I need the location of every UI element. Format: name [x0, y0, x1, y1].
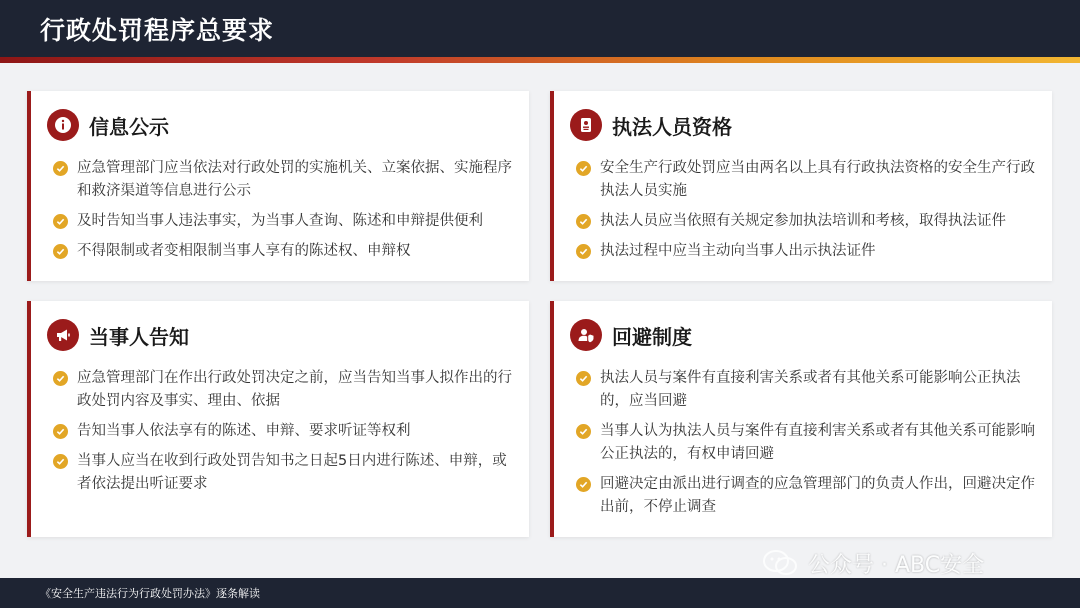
check-circle-icon — [576, 371, 591, 386]
card-header — [570, 318, 692, 352]
list-item-text: 当事人认为执法人员与案件有直接利害关系或者有其他关系可能影响公正执法的，有权申请回避 — [600, 423, 1035, 462]
check-circle-icon — [576, 424, 591, 439]
card-item-list — [53, 367, 513, 503]
list-item — [576, 367, 1036, 413]
footer-bar — [0, 578, 1080, 608]
check-circle-icon — [53, 214, 68, 229]
card-info-disclosure — [27, 91, 529, 281]
list-item — [576, 473, 1036, 519]
card-item-list — [576, 157, 1036, 270]
list-item — [576, 210, 1036, 233]
list-item — [53, 157, 513, 203]
card-title: 当事人告知 — [89, 324, 189, 349]
list-item — [53, 367, 513, 413]
list-item-text: 及时告知当事人违法事实，为当事人查询、陈述和申辩提供便利 — [77, 213, 483, 229]
info-icon — [47, 109, 79, 141]
check-circle-icon — [576, 477, 591, 492]
list-item — [576, 157, 1036, 203]
list-item-text: 不得限制或者变相限制当事人享有的陈述权、申辩权 — [77, 243, 411, 259]
card-enforcer-qualification — [550, 91, 1052, 281]
list-item — [53, 420, 513, 443]
card-item-list — [576, 367, 1036, 526]
card-header — [47, 108, 169, 142]
check-circle-icon — [576, 214, 591, 229]
card-header — [570, 108, 732, 142]
check-circle-icon — [53, 371, 68, 386]
check-circle-icon — [576, 161, 591, 176]
list-item-text: 安全生产行政处罚应当由两名以上具有行政执法资格的安全生产行政执法人员实施 — [600, 160, 1035, 199]
check-circle-icon — [53, 244, 68, 259]
list-item-text: 当事人应当在收到行政处罚告知书之日起5日内进行陈述、申辩，或者依法提出听证要求 — [77, 453, 507, 492]
list-item — [53, 210, 513, 233]
id-badge-icon — [570, 109, 602, 141]
card-recusal-system — [550, 301, 1052, 537]
list-item-text: 执法过程中应当主动向当事人出示执法证件 — [600, 243, 876, 259]
list-item-text: 回避决定由派出进行调查的应急管理部门的负责人作出，回避决定作出前，不停止调查 — [600, 476, 1035, 515]
check-circle-icon — [53, 424, 68, 439]
watermark — [762, 548, 984, 578]
card-title: 执法人员资格 — [612, 114, 732, 139]
card-item-list — [53, 157, 513, 270]
list-item — [53, 450, 513, 496]
list-item-text: 应急管理部门应当依法对行政处罚的实施机关、立案依据、实施程序和救济渠道等信息进行公示 — [77, 160, 512, 199]
list-item-text: 告知当事人依法享有的陈述、申辩、要求听证等权利 — [77, 423, 411, 439]
page-title: 行政处罚程序总要求 — [40, 16, 275, 45]
header-bar — [0, 0, 1080, 57]
list-item — [576, 240, 1036, 263]
check-circle-icon — [53, 454, 68, 469]
card-title: 回避制度 — [612, 324, 692, 349]
watermark-text: 公众号 · ABC安全 — [808, 552, 985, 578]
check-circle-icon — [576, 244, 591, 259]
header-accent-stripe — [0, 57, 1080, 63]
list-item-text: 执法人员与案件有直接利害关系或者有其他关系可能影响公正执法的，应当回避 — [600, 370, 1021, 409]
list-item — [576, 420, 1036, 466]
check-circle-icon — [53, 161, 68, 176]
card-title: 信息公示 — [89, 114, 169, 139]
card-header — [47, 318, 189, 352]
list-item-text: 执法人员应当依照有关规定参加执法培训和考核，取得执法证件 — [600, 213, 1006, 229]
list-item — [53, 240, 513, 263]
megaphone-icon — [47, 319, 79, 351]
user-shield-icon — [570, 319, 602, 351]
card-party-notification — [27, 301, 529, 537]
list-item-text: 应急管理部门在作出行政处罚决定之前，应当告知当事人拟作出的行政处罚内容及事实、理由、依据 — [77, 370, 512, 409]
footer-caption: 《安全生产违法行为行政处罚办法》逐条解读 — [40, 587, 260, 600]
wechat-icon — [762, 549, 798, 577]
